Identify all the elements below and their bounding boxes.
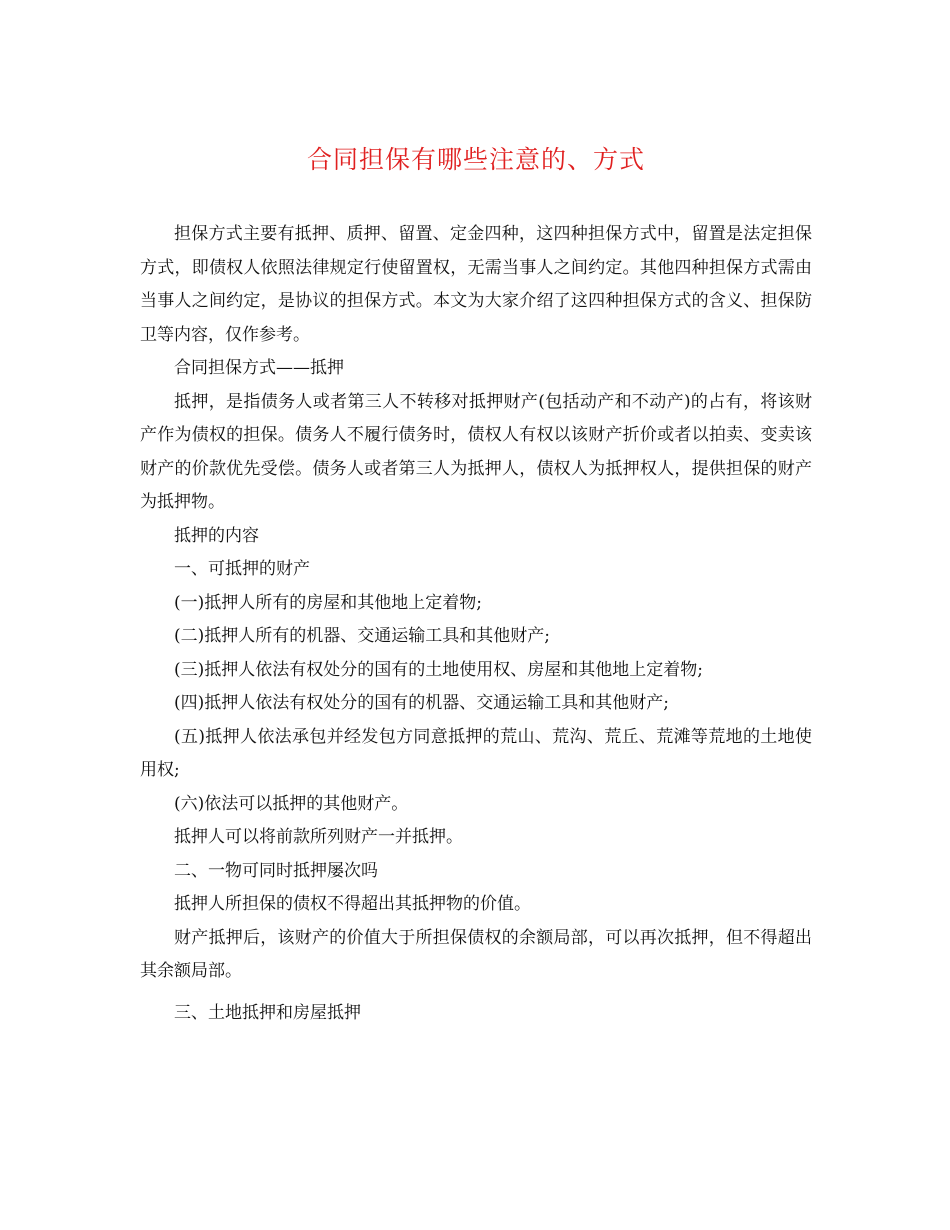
paragraph-section-two: 二、一物可同时抵押屡次吗 xyxy=(174,860,378,881)
paragraph-remortgage: 财产抵押后，该财产的价值大于所担保债权的余额局部，可以再次抵押，但不得超出其余额局部。 xyxy=(140,927,812,981)
paragraph-mortgage-definition: 抵押，是指债务人或者第三人不转移对抵押财产(包括动产和不动产)的占有，将该财产作为债权的担保。债务人不履行债务时，债权人有权以该财产折价或者以拍卖、变卖该财产的价款优先受偿。债务人或者第三人为抵押人，债权人为抵押权人，提供担保的财产为抵押物。 xyxy=(140,391,812,512)
paragraph-heading-mortgage: 合同担保方式——抵押 xyxy=(174,358,344,378)
paragraph-item-5: (五)抵押人依法承包并经发包方同意抵押的荒山、荒沟、荒丘、荒滩等荒地的土地使用权; xyxy=(140,726,812,780)
paragraph-item-3: (三)抵押人依法有权处分的国有的土地使用权、房屋和其他地上定着物; xyxy=(174,659,703,680)
paragraph-item-2: (二)抵押人所有的机器、交通运输工具和其他财产; xyxy=(174,626,550,646)
paragraph-heading-content: 抵押的内容 xyxy=(174,525,259,546)
paragraph-combined-mortgage: 抵押人可以将前款所列财产一并抵押。 xyxy=(174,827,463,847)
paragraph-item-1: (一)抵押人所有的房屋和其他地上定着物; xyxy=(174,592,482,613)
document-title: 合同担保有哪些注意的、方式 xyxy=(306,145,645,174)
document-page xyxy=(140,138,812,1030)
paragraph-section-three: 三、土地抵押和房屋抵押 xyxy=(174,1002,361,1023)
paragraph-item-6: (六)依法可以抵押的其他财产。 xyxy=(174,793,409,814)
paragraph-intro: 担保方式主要有抵押、质押、留置、定金四种，这四种担保方式中，留置是法定担保方式，即债权人依照法律规定行使留置权，无需当事人之间约定。其他四种担保方式需由当事人之间约定，是协议的担保方式。本文为大家介绍了这四种担保方式的含义、担保防卫等内容，仅作参考。 xyxy=(140,224,812,345)
paragraph-value-limit: 抵押人所担保的债权不得超出其抵押物的价值。 xyxy=(174,894,531,914)
paragraph-item-4: (四)抵押人依法有权处分的国有的机器、交通运输工具和其他财产; xyxy=(174,693,669,713)
paragraph-section-one: 一、可抵押的财产 xyxy=(174,559,310,579)
